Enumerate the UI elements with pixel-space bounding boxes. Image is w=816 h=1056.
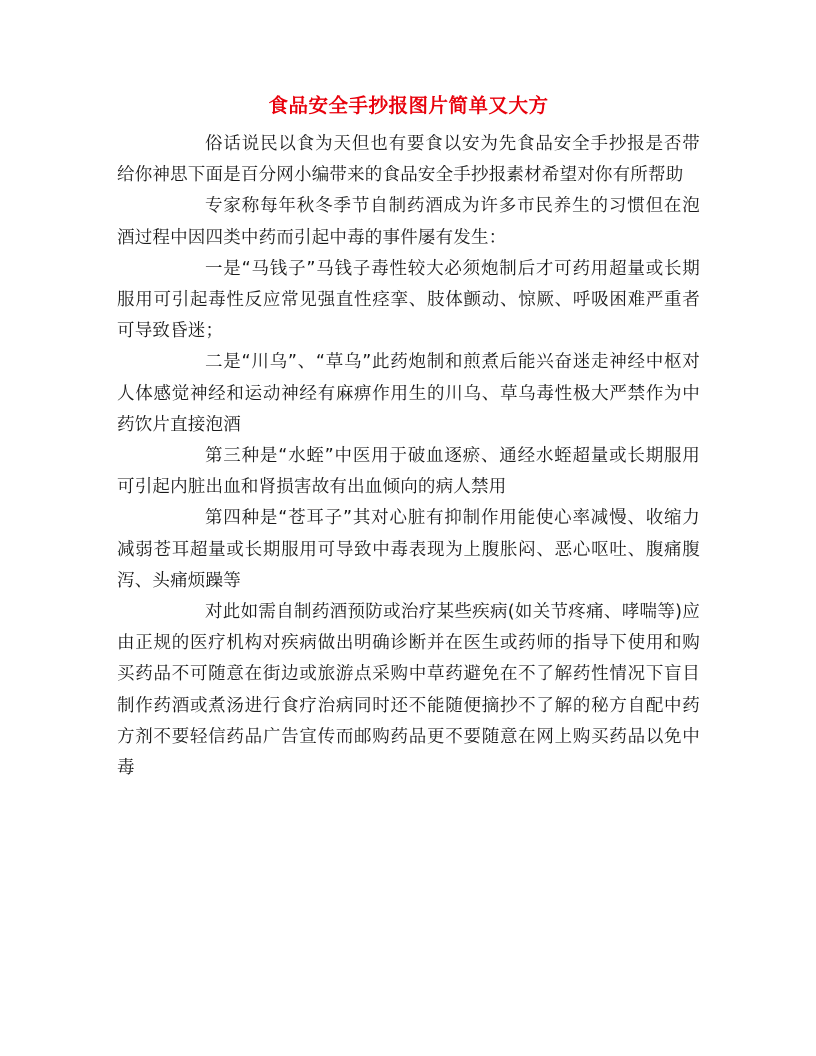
- paragraph-item-3: 第三种是“水蛭”中医用于破血逐瘀、通经水蛭超量或长期服用可引起内脏出血和肾损害故有出血倾向的病人禁用: [117, 446, 700, 498]
- paragraph-intro: 俗话说民以食为天但也有要食以安为先食品安全手抄报是否带给你神思下面是百分网小编带来的食品安全手抄报素材希望对你有所帮助: [117, 134, 700, 186]
- paragraph-item-2: 二是“川乌”、“草乌”此药炮制和煎煮后能兴奋迷走神经中枢对人体感觉神经和运动神经有麻痹作用生的川乌、草乌毒性极大严禁作为中药饮片直接泡酒: [117, 352, 700, 435]
- document-page: [117, 92, 700, 784]
- paragraph-item-4: 第四种是“苍耳子”其对心脏有抑制作用能使心率减慢、收缩力减弱苍耳超量或长期服用可导致中毒表现为上腹胀闷、恶心呕吐、腹痛腹泻、头痛烦躁等: [117, 508, 700, 591]
- page-title: 食品安全手抄报图片简单又大方: [268, 94, 549, 117]
- paragraph-advice: 对此如需自制药酒预防或治疗某些疾病(如关节疼痛、哮喘等)应由正规的医疗机构对疾病做出明确诊断并在医生或药师的指导下使用和购买药品不可随意在街边或旅游点采购中草药避免在不了解药性情况下盲目制作药酒或煮汤进行食疗治病同时还不能随便摘抄不了解的秘方自配中药方剂不要轻信药品广告宣传而邮购药品更不要随意在网上购买药品以免中毒: [117, 602, 700, 779]
- paragraph-expert-warning: 专家称每年秋冬季节自制药酒成为许多市民养生的习惯但在泡酒过程中因四类中药而引起中毒的事件屡有发生：: [117, 196, 700, 248]
- paragraph-item-1: 一是“马钱子”马钱子毒性较大必须炮制后才可药用超量或长期服用可引起毒性反应常见强直性痉挛、肢体颤动、惊厥、呼吸困难严重者可导致昏迷；: [117, 258, 700, 342]
